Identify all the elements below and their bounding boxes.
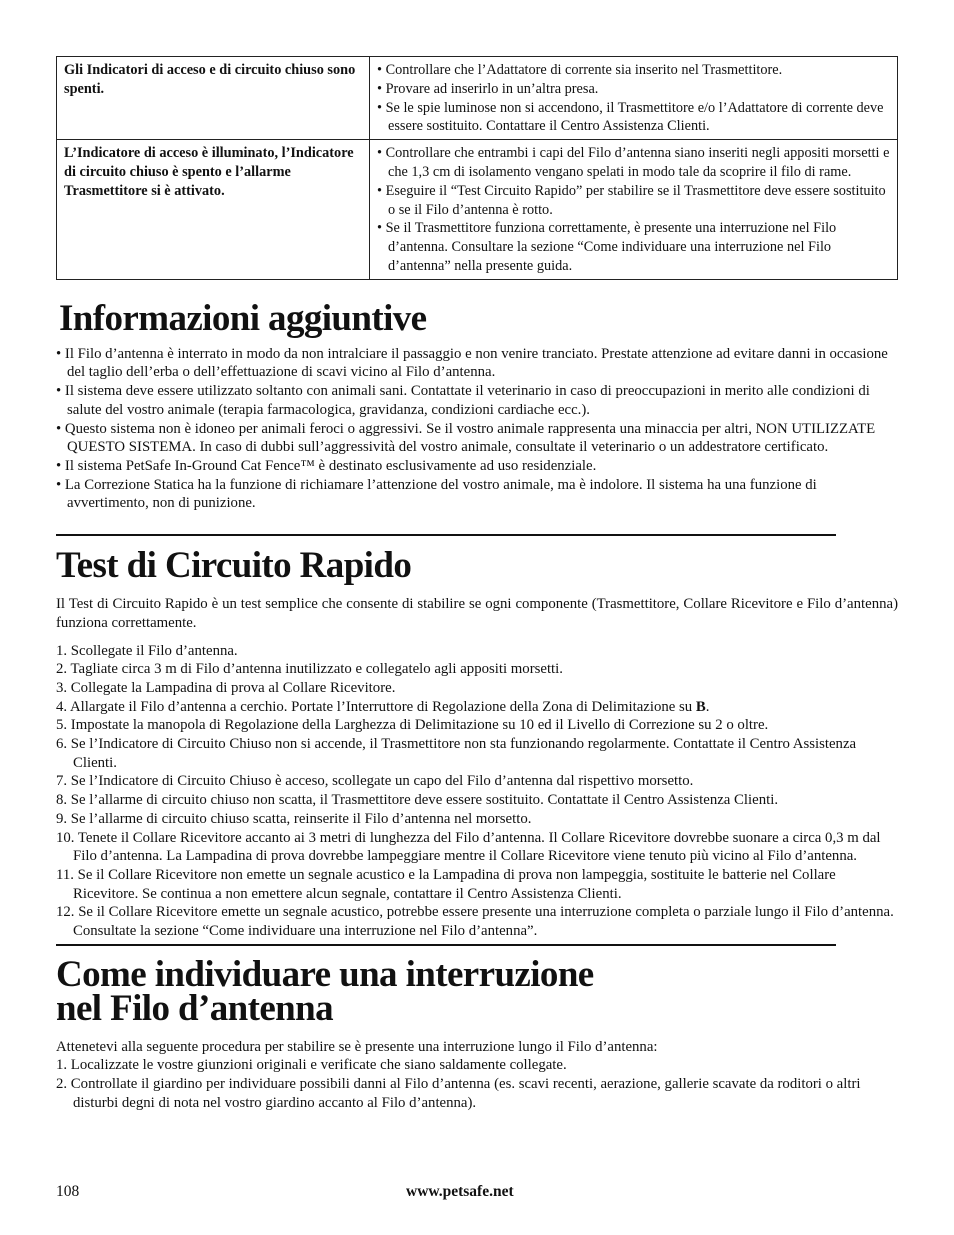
break-steps-list [56, 1056, 898, 1112]
troubleshooting-table [56, 56, 898, 280]
list-item: 5. Impostate la manopola di Regolazione della Larghezza di Delimitazione su 10 ed il Livello di Correzione su 2 o oltre. [56, 717, 769, 734]
list-item: 3. Collegate la Lampadina di prova al Collare Ricevitore. [56, 679, 396, 696]
list-item: 1. Scollegate il Filo d’antenna. [56, 642, 238, 659]
condition-cell: Gli Indicatori di acceso e di circuito chiuso sono spenti. [57, 57, 370, 140]
break-intro: Attenetevi alla seguente procedura per stabilire se è presente una interruzione lungo il Filo d’antenna: [56, 1038, 658, 1055]
action-item: • Se le spie luminose non si accendono, il Trasmettitore e/o l’Adattatore di corrente deve essere sostituito. Contattare il Centro Assistenza Clienti. [377, 99, 890, 137]
action-item: • Se il Trasmettitore funziona correttamente, è presente una interruzione nel Filo d’antenna. Consultare la sezione “Come individuare una interruzione nel Filo d’antenna” nella presente guida. [377, 219, 890, 275]
list-item: 2. Controllate il giardino per individuare possibili danni al Filo d’antenna (es. scavi recenti, aerazione, gallerie scavate da roditori o altri disturbi degni di nota nel vostro giardino accanto al Filo d’antenna). [56, 1076, 861, 1111]
page-content [56, 56, 898, 1113]
list-item: • La Correzione Statica ha la funzione di richiamare l’attenzione del vostro animale, ma è indolore. Il sistema ha una funzione di avvertimento, non di punizione. [56, 476, 898, 513]
title-line: nel Filo d’antenna [56, 987, 334, 1029]
section-title-test: Test di Circuito Rapido [56, 545, 412, 587]
section-title-info: Informazioni aggiuntive [59, 297, 427, 339]
list-item: 9. Se l’allarme di circuito chiuso scatta, reinserite il Filo d’antenna nel morsetto. [56, 810, 532, 827]
list-item: • Il sistema deve essere utilizzato soltanto con animali sani. Contattate il veterinario in caso di preoccupazioni in merito alle condizioni di salute del vostro animale (terapia farmacologica, gravidanza, condizioni cardiache ecc.). [56, 382, 898, 419]
action-item: • Controllare che l’Adattatore di corrente sia inserito nel Trasmettitore. [377, 61, 890, 80]
section-divider [56, 944, 836, 946]
test-steps-list [56, 642, 898, 941]
section-title-break [56, 953, 898, 1029]
list-item: • Questo sistema non è idoneo per animali feroci o aggressivi. Se il vostro animale rappresenta una minaccia per altri, NON UTILIZZATE QUESTO SISTEMA. In caso di dubbi sull’aggressività del vostro animale, consultate il veterinario o un addestratore certificato. [56, 420, 898, 457]
action-item: • Eseguire il “Test Circuito Rapido” per stabilire se il Trasmettitore deve essere sostituito o se il Filo d’antenna è rotto. [377, 182, 890, 220]
list-item: • Il Filo d’antenna è interrato in modo da non intralciare il passaggio e non venire tranciato. Prestate attenzione ad evitare danni in occasione del taglio dell’erba o dell’effettuazione di scavi vicino al Filo d’antenna. [56, 345, 898, 382]
step-end: . [705, 698, 710, 715]
list-item: 12. Se il Collare Ricevitore emette un segnale acustico, potrebbe essere presente una interruzione completa o parziale lungo il Filo d’antenna. Consultate la sezione “Come individuare una interruzione nel Filo d’antenna”. [56, 904, 894, 940]
page-number: 108 [56, 1183, 80, 1200]
action-item: • Provare ad inserirlo in un’altra presa. [377, 80, 890, 99]
actions-cell [370, 57, 898, 140]
test-intro: Il Test di Circuito Rapido è un test semplice che consente di stabilire se ogni componente (Trasmettitore, Collare Ricevitore e Filo d’antenna) funziona correttamente. [56, 596, 898, 631]
list-item: 10. Tenete il Collare Ricevitore accanto ai 3 metri di lunghezza del Filo d’antenna. Il Collare Ricevitore dovrebbe suonare a circa 0,3 m dal Filo d’antenna. La Lampadina di prova dovrebbe lampeggiare mentre il Collare Ricevitore viene tenuto più vicino al Filo d’antenna. [56, 829, 881, 865]
zone-setting: B [695, 698, 706, 715]
step-text: 4. Allargate il Filo d’antenna a cerchio. Portate l’Interruttore di Regolazione della Zona di Delimitazione su [56, 698, 693, 715]
table-row [57, 140, 898, 280]
title-line: Come individuare una interruzione [56, 953, 594, 995]
list-item: 1. Localizzate le vostre giunzioni originali e verificate che siano saldamente collegate. [56, 1057, 567, 1074]
list-item: 2. Tagliate circa 3 m di Filo d’antenna inutilizzato e collegatelo agli appositi morsetti. [56, 661, 563, 678]
condition-cell: L’Indicatore di acceso è illuminato, l’Indicatore di circuito chiuso è spento e l’allarme Trasmettitore si è attivato. [57, 140, 370, 280]
section-divider [56, 534, 836, 536]
action-item: • Controllare che entrambi i capi del Filo d’antenna siano inseriti negli appositi morsetti e che 1,3 cm di isolamento vengano spelati in modo tale da scoprire il filo di rame. [377, 144, 890, 182]
list-item: 6. Se l’Indicatore di Circuito Chiuso non si accende, il Trasmettitore non sta funzionando regolarmente. Contattate il Centro Assistenza Clienti. [56, 736, 857, 771]
website-link[interactable]: www.petsafe.net [406, 1183, 514, 1200]
table-row [57, 57, 898, 140]
list-item: 8. Se l’allarme di circuito chiuso non scatta, il Trasmettitore deve essere sostituito. Contattate il Centro Assistenza Clienti. [56, 792, 779, 809]
list-item: • Il sistema PetSafe In-Ground Cat Fence™ è destinato esclusivamente ad uso residenziale. [56, 457, 898, 476]
list-item [56, 698, 898, 717]
list-item: 11. Se il Collare Ricevitore non emette un segnale acustico e la Lampadina di prova non lampeggia, sostituite le batterie nel Collare Ricevitore. Se continua a non emettere alcun segnale, contattare il Centro Assistenza Clienti. [56, 866, 836, 902]
info-bullet-list [56, 345, 898, 513]
list-item: 7. Se l’Indicatore di Circuito Chiuso è acceso, scollegate un capo del Filo d’antenna dal rispettivo morsetto. [56, 773, 694, 790]
actions-cell [370, 140, 898, 280]
